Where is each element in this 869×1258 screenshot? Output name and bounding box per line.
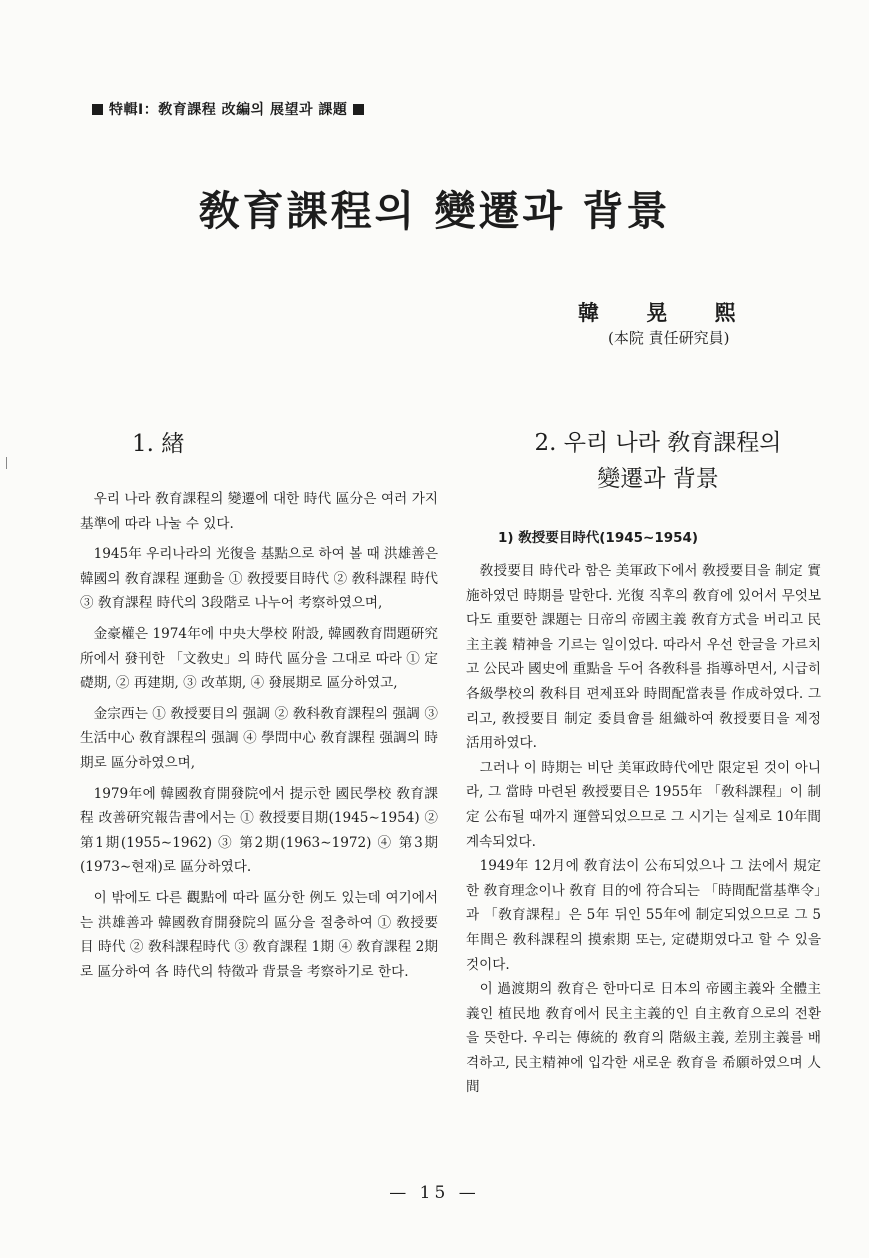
author-name: 韓 晃 熙 bbox=[578, 300, 736, 325]
right-column bbox=[466, 559, 821, 1100]
section-2-heading-line: 變遷과 背景 bbox=[597, 466, 719, 492]
square-bullet-icon bbox=[92, 104, 103, 115]
paragraph: 金豪權은 1974年에 中央大學校 附設, 韓國敎育問題硏究所에서 發刊한 「文敎史」의 時代 區分을 그대로 따라 ① 定礎期, ② 再建期, ③ 改革期, ④ 發展期로 區分하였고, bbox=[80, 625, 438, 692]
page-number: — 15 — bbox=[389, 1183, 480, 1203]
author-affiliation: (本院 責任硏究員) bbox=[608, 329, 730, 347]
paragraph: 이 밖에도 다른 觀點에 따라 區分한 例도 있는데 여기에서는 洪雄善과 韓國敎育開發院의 區分을 절충하여 ① 敎授要目 時代 ② 敎科課程時代 ③ 敎育課程 1期 ④ 敎育課程 2期로 區分하여 各 時代의 特徵과 背景을 考察하기로 한다. bbox=[80, 889, 438, 980]
square-bullet-icon bbox=[353, 104, 364, 115]
paragraph: 1949年 12月에 敎育法이 公布되었으나 그 法에서 規定한 敎育理念이나 敎育 目的에 符合되는 「時間配當基準令」과 「敎育課程」은 5年 뒤인 55年에 制定되었으므로 그 5年間은 敎科課程의 摸索期 또는, 定礎期였다고 할 수 있을 것이다. bbox=[466, 858, 821, 973]
margin-mark bbox=[6, 457, 7, 469]
left-column bbox=[80, 487, 438, 984]
paragraph: 우리 나라 敎育課程의 變遷에 대한 時代 區分은 여러 가지 基準에 따라 나눌 수 있다. bbox=[80, 491, 438, 532]
article-title: 敎育課程의 變遷과 背景 bbox=[198, 187, 671, 235]
section-2-heading-line: 2. 우리 나라 敎育課程의 bbox=[534, 430, 782, 456]
paragraph: 1945年 우리나라의 光復을 基點으로 하여 볼 때 洪雄善은 韓國의 敎育課程 運動을 ① 敎授要目時代 ② 敎科課程 時代 ③ 敎育課程 時代의 3段階로 나누어 考察하였으며, bbox=[80, 546, 438, 612]
subsection-heading: 1) 敎授要目時代(1945∼1954) bbox=[498, 530, 699, 546]
paragraph: 敎授要目 時代라 함은 美軍政下에서 敎授要目을 制定 實施하였던 時期를 말한다. 光復 직후의 敎育에 있어서 무엇보다도 重要한 課題는 日帝의 帝國主義 敎育方式을 버리고 民主主義 精神을 기르는 일이었다. 따라서 우선 한글을 가르치고 公民과 國史에 重點을 두어 各敎科를 指導하면서, 시급히 各級學校의 敎科目 편제표와 時間配當表를 作成하였다. 그리고, 敎授要目 制定 委員會를 組織하여 敎授要目을 제정 活用하였다. bbox=[466, 563, 821, 752]
paragraph: 이 過渡期의 敎育은 한마디로 日本의 帝國主義와 全體主義인 植民地 敎育에서 民主主義的인 自主敎育으로의 전환을 뜻한다. 우리는 傳統的 敎育의 階級主義, 差別主義를 배격하고, 民主精神에 입각한 새로운 敎育을 希願하였으며 人間 bbox=[466, 981, 821, 1096]
section-1-heading: 1. 緖 bbox=[132, 431, 185, 457]
paragraph: 1979年에 韓國敎育開發院에서 提示한 國民學校 敎育課程 改善硏究報告書에서는 ① 敎授要目期(1945∼1954) ② 第1期(1955∼1962) ③ 第2期(1963∼1972) ④ 第3期(1973∼현재)로 區分하였다. bbox=[80, 785, 438, 876]
section-2-heading bbox=[508, 425, 808, 497]
paragraph: 그러나 이 時期는 비단 美軍政時代에만 限定된 것이 아니라, 그 當時 마련된 敎授要目은 1955年 「敎科課程」이 制定 公布될 때까지 運營되었으므로 그 시기는 실제로 10年間 계속되었다. bbox=[466, 759, 821, 850]
series-label: 特輯Ⅰ：敎育課程 改編의 展望과 課題 bbox=[109, 102, 348, 118]
series-header bbox=[92, 99, 364, 119]
paragraph: 金宗西는 ① 敎授要目의 强調 ② 敎科敎育課程의 强調 ③ 生活中心 敎育課程의 强調 ④ 學問中心 敎育課程 强調의 時期로 區分하였으며, bbox=[80, 705, 438, 771]
